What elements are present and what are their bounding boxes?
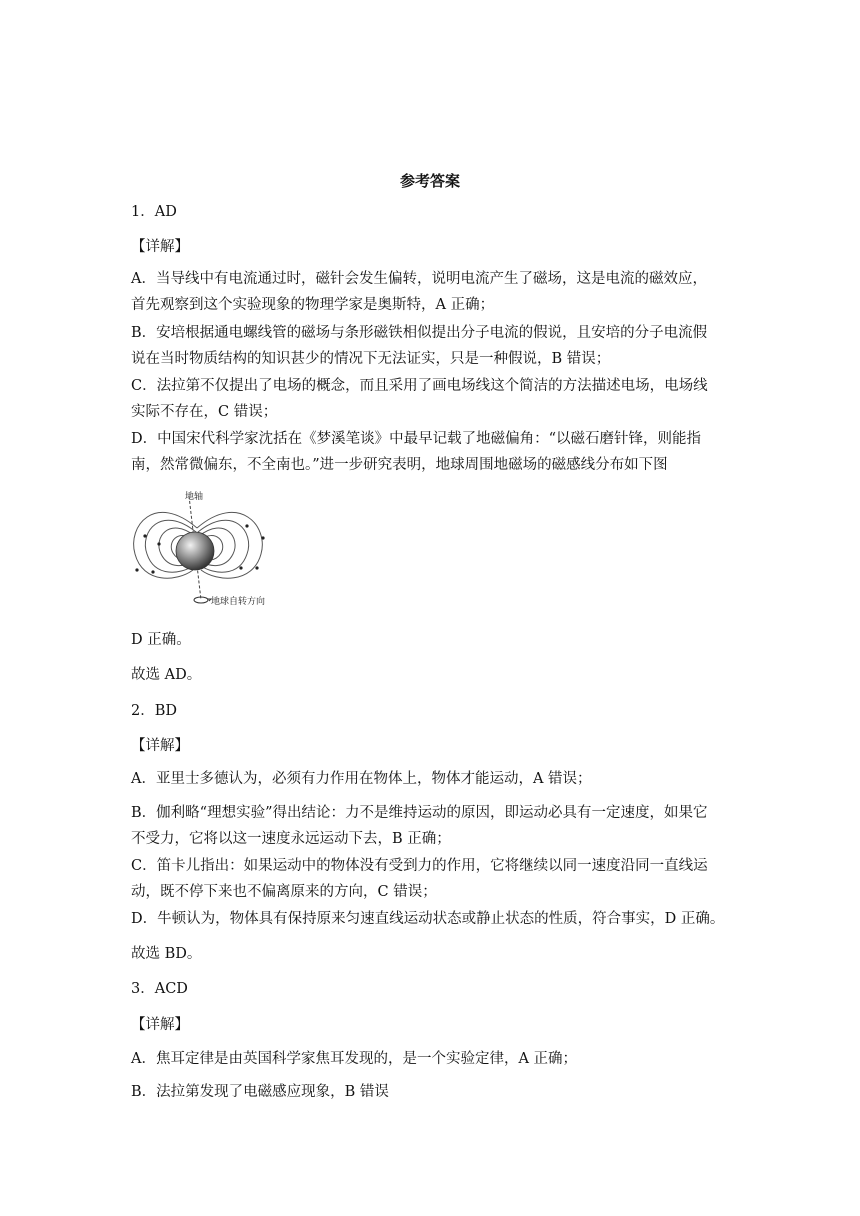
text-line: C．笛卡儿指出：如果运动中的物体没有受到力的作用，它将继续以同一速度沿同一直线运	[131, 858, 708, 874]
text-line: C．法拉第不仅提出了电场的概念，而且采用了画电场线这个简洁的方法描述电场，电场线	[131, 378, 708, 394]
text-line: B．法拉第发现了电磁感应现象，B 错误	[131, 1084, 389, 1100]
q1-option-a	[131, 266, 731, 318]
text-line: 动，既不停下来也不偏离原来的方向，C 错误；	[131, 884, 437, 900]
q1-detail-heading: 【详解】	[131, 239, 189, 255]
q2-option-d	[131, 906, 731, 932]
q1-conclusion: 故选 AD。	[131, 667, 202, 683]
q2-option-b	[131, 800, 731, 852]
text-line: D．中国宋代科学家沈括在《梦溪笔谈》中最早记载了地磁偏角：“以磁石磨针锋，则能指	[131, 431, 702, 447]
q1-option-b	[131, 320, 731, 372]
rotation-label: 地球自转方向	[211, 597, 266, 607]
text-line: 实际不存在，C 错误；	[131, 404, 278, 420]
text-line: A．焦耳定律是由英国科学家焦耳发现的，是一个实验定律，A 正确；	[131, 1051, 578, 1067]
q1-option-c	[131, 373, 731, 425]
q3-option-b	[131, 1079, 731, 1105]
text-line: B．安培根据通电螺线管的磁场与条形磁铁相似提出分子电流的假说，且安培的分子电流假	[131, 325, 708, 341]
q2-conclusion: 故选 BD。	[131, 946, 202, 962]
text-line: B．伽利略“理想实验”得出结论：力不是维持运动的原因，即运动必具有一定速度，如果它	[131, 805, 708, 821]
text-line: 说在当时物质结构的知识甚少的情况下无法证实，只是一种假说，B 错误；	[131, 351, 611, 367]
axis-label: 地轴	[185, 492, 204, 502]
q2-detail-heading: 【详解】	[131, 738, 189, 754]
page-title: 参考答案	[399, 172, 460, 190]
q3-detail-heading: 【详解】	[131, 1017, 189, 1033]
text-line: 首先观察到这个实验现象的物理学家是奥斯特，A 正确；	[131, 297, 495, 313]
text-line: A．亚里士多德认为，必须有力作用在物体上，物体才能运动，A 错误；	[131, 771, 592, 787]
q1-option-d	[131, 426, 731, 478]
earth-magnetic-field-figure	[129, 488, 275, 612]
q2-option-c	[131, 853, 731, 905]
text-line: D．牛顿认为，物体具有保持原来匀速直线运动状态或静止状态的性质，符合事实，D 正确。	[131, 911, 725, 927]
q2-option-a	[131, 766, 731, 792]
q1-d-correct: D 正确。	[131, 632, 191, 648]
text-line: 不受力，它将以这一速度永远运动下去，B 正确；	[131, 831, 451, 847]
text-line: 南，然常微偏东，不全南也。”进一步研究表明，地球周围地磁场的磁感线分布如下图	[131, 457, 668, 473]
q2-answer: 2．BD	[131, 703, 178, 719]
q3-answer: 3．ACD	[131, 981, 188, 997]
text-line: A．当导线中有电流通过时，磁针会发生偏转，说明电流产生了磁场，这是电流的磁效应，	[131, 271, 707, 287]
earth-sphere	[176, 532, 214, 570]
q3-option-a	[131, 1046, 731, 1072]
q1-answer: 1．AD	[131, 204, 177, 220]
